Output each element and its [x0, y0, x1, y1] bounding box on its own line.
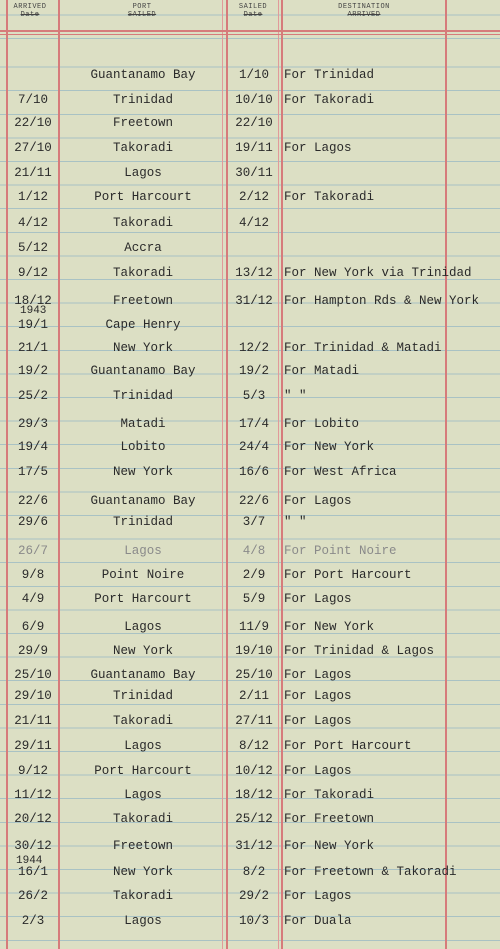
header-port-struck: SAILED — [127, 11, 157, 19]
arrived-date: 21/1 — [17, 341, 48, 355]
destination-text: For New York — [284, 620, 375, 634]
table-row — [0, 112, 500, 134]
header-rule — [0, 30, 500, 32]
arrived-date: 22/10 — [14, 116, 52, 130]
header-port — [60, 3, 224, 19]
header-sailed-struck: Date — [243, 11, 263, 19]
sailed-date: 19/11 — [235, 141, 273, 155]
sailed-date: 16/6 — [238, 465, 269, 479]
sailed-date: 2/9 — [242, 568, 266, 582]
port-name: New York — [112, 341, 173, 355]
destination-text: For Lagos — [284, 494, 352, 508]
arrived-date: 16/1 — [17, 865, 48, 879]
destination-text: For Freetown & Takoradi — [284, 865, 457, 879]
table-row — [0, 588, 500, 610]
sailed-date: 30/11 — [235, 166, 273, 180]
port-name: Guantanamo Bay — [90, 68, 196, 82]
sailed-date: 19/10 — [235, 644, 273, 658]
destination-text: For Trinidad & Matadi — [284, 341, 442, 355]
sailed-date: 22/6 — [238, 494, 269, 508]
arrived-date: 17/5 — [17, 465, 48, 479]
sailed-date: 25/12 — [235, 812, 273, 826]
table-row — [0, 64, 500, 86]
sailed-date: 25/10 — [235, 668, 273, 682]
port-name: Lagos — [124, 739, 162, 753]
sailed-date: 31/12 — [235, 294, 273, 308]
arrived-date: 27/10 — [14, 141, 52, 155]
table-row — [0, 162, 500, 184]
arrived-date: 7/10 — [17, 93, 48, 107]
table-row — [0, 436, 500, 458]
port-name: Guantanamo Bay — [90, 364, 196, 378]
port-name: Cape Henry — [105, 318, 181, 332]
destination-text: For Lagos — [284, 714, 352, 728]
table-row — [0, 540, 500, 562]
destination-text: For Lagos — [284, 592, 352, 606]
table-row — [0, 490, 500, 512]
port-name: Trinidad — [112, 689, 173, 703]
sailed-date: 5/9 — [242, 592, 266, 606]
table-row — [0, 564, 500, 586]
arrived-date: 9/12 — [17, 764, 48, 778]
destination-text: For Hampton Rds & New York — [284, 294, 480, 308]
table-row — [0, 290, 500, 312]
port-name: Lagos — [124, 914, 162, 928]
port-name: Takoradi — [112, 889, 173, 903]
table-row — [0, 861, 500, 883]
port-name: Lagos — [124, 166, 162, 180]
port-name: Matadi — [120, 417, 166, 431]
arrived-date: 29/9 — [17, 644, 48, 658]
port-name: Trinidad — [112, 389, 173, 403]
table-row — [0, 262, 500, 284]
arrived-date: 18/12 — [14, 294, 52, 308]
header-port-label: PORT — [132, 3, 152, 11]
year-1943: 1943 — [20, 305, 47, 317]
header-arrived-label: ARRIVED — [13, 3, 47, 11]
sailed-date: 1/10 — [238, 68, 269, 82]
destination-text: For Trinidad — [284, 68, 375, 82]
port-name: Accra — [124, 241, 162, 255]
table-row — [0, 760, 500, 782]
table-row — [0, 808, 500, 830]
port-name: Takoradi — [112, 141, 173, 155]
table-row — [0, 314, 500, 336]
sailed-date: 5/3 — [242, 389, 266, 403]
header-destination-label: DESTINATION — [338, 3, 390, 11]
header-sailed — [228, 3, 278, 19]
destination-text: For Point Noire — [284, 544, 397, 558]
destination-text: For Takoradi — [284, 190, 375, 204]
arrived-date: 30/12 — [14, 839, 52, 853]
sailed-date: 27/11 — [235, 714, 273, 728]
header-rule-lower — [0, 34, 500, 35]
arrived-date: 19/4 — [17, 440, 48, 454]
port-name: Lobito — [120, 440, 166, 454]
sailed-date: 29/2 — [238, 889, 269, 903]
port-name: New York — [112, 644, 173, 658]
destination-text: For Lagos — [284, 689, 352, 703]
port-name: Freetown — [112, 294, 173, 308]
sailed-date: 19/2 — [238, 364, 269, 378]
header-sailed-label: SAILED — [238, 3, 268, 11]
port-name: New York — [112, 465, 173, 479]
destination-text: For Matadi — [284, 364, 360, 378]
table-row — [0, 835, 500, 857]
table-row — [0, 413, 500, 435]
arrived-date: 29/6 — [17, 515, 48, 529]
port-name: Takoradi — [112, 266, 173, 280]
destination-text: " " — [284, 515, 307, 529]
year-1944: 1944 — [16, 855, 43, 867]
port-name: Point Noire — [101, 568, 185, 582]
table-row — [0, 186, 500, 208]
table-row — [0, 461, 500, 483]
arrived-date: 4/12 — [17, 216, 48, 230]
table-row — [0, 237, 500, 259]
destination-text: For New York via Trinidad — [284, 266, 472, 280]
sailed-date: 2/11 — [238, 689, 269, 703]
destination-text: For Duala — [284, 914, 352, 928]
arrived-date: 1/12 — [17, 190, 48, 204]
port-name: Guantanamo Bay — [90, 494, 196, 508]
destination-text: For Lagos — [284, 668, 352, 682]
header-destination-struck: ARRIVED — [347, 11, 381, 19]
destination-text: For Trinidad & Lagos — [284, 644, 435, 658]
sailed-date: 17/4 — [238, 417, 269, 431]
arrived-date: 6/9 — [21, 620, 45, 634]
table-row — [0, 735, 500, 757]
table-row — [0, 640, 500, 662]
destination-text: For New York — [284, 839, 375, 853]
arrived-date: 21/11 — [14, 166, 52, 180]
port-name: Lagos — [124, 544, 162, 558]
port-name: Takoradi — [112, 714, 173, 728]
table-row — [0, 685, 500, 707]
destination-text: For Lagos — [284, 764, 352, 778]
arrived-date: 4/9 — [21, 592, 45, 606]
sailed-date: 3/7 — [242, 515, 266, 529]
destination-text: " " — [284, 389, 307, 403]
destination-text: For Lagos — [284, 889, 352, 903]
port-name: Takoradi — [112, 812, 173, 826]
arrived-date: 2/3 — [21, 914, 45, 928]
table-row — [0, 137, 500, 159]
port-name: Lagos — [124, 620, 162, 634]
sailed-date: 31/12 — [235, 839, 273, 853]
arrived-date: 21/11 — [14, 714, 52, 728]
arrived-date: 19/2 — [17, 364, 48, 378]
destination-text: For Lagos — [284, 141, 352, 155]
header-arrived — [4, 3, 56, 19]
destination-text: For Takoradi — [284, 93, 375, 107]
sailed-date: 4/12 — [238, 216, 269, 230]
arrived-date: 26/7 — [17, 544, 48, 558]
table-row — [0, 885, 500, 907]
table-row — [0, 511, 500, 533]
table-row — [0, 212, 500, 234]
destination-text: For Lobito — [284, 417, 360, 431]
table-row — [0, 616, 500, 638]
sailed-date: 18/12 — [235, 788, 273, 802]
arrived-date: 9/12 — [17, 266, 48, 280]
table-row — [0, 337, 500, 359]
sailed-date: 4/8 — [242, 544, 266, 558]
arrived-date: 29/3 — [17, 417, 48, 431]
sailed-date: 2/12 — [238, 190, 269, 204]
table-row — [0, 710, 500, 732]
arrived-date: 22/6 — [17, 494, 48, 508]
sailed-date: 11/9 — [238, 620, 269, 634]
sailed-date: 10/10 — [235, 93, 273, 107]
sailed-date: 13/12 — [235, 266, 273, 280]
port-name: Trinidad — [112, 93, 173, 107]
arrived-date: 26/2 — [17, 889, 48, 903]
port-name: Freetown — [112, 116, 173, 130]
sailed-date: 12/2 — [238, 341, 269, 355]
arrived-date: 29/10 — [14, 689, 52, 703]
table-row — [0, 89, 500, 111]
header-destination — [284, 3, 444, 19]
sailed-date: 22/10 — [235, 116, 273, 130]
port-name: Takoradi — [112, 216, 173, 230]
table-row — [0, 360, 500, 382]
arrived-date: 5/12 — [17, 241, 48, 255]
destination-text: For Port Harcourt — [284, 568, 412, 582]
destination-text: For West Africa — [284, 465, 397, 479]
header-arrived-struck: Date — [20, 11, 40, 19]
port-name: Port Harcourt — [94, 764, 192, 778]
destination-text: For Takoradi — [284, 788, 375, 802]
port-name: Freetown — [112, 839, 173, 853]
table-row — [0, 664, 500, 686]
table-row — [0, 784, 500, 806]
sailed-date: 8/12 — [238, 739, 269, 753]
arrived-date: 29/11 — [14, 739, 52, 753]
sailed-date: 10/3 — [238, 914, 269, 928]
destination-text: For New York — [284, 440, 375, 454]
port-name: New York — [112, 865, 173, 879]
arrived-date: 11/12 — [14, 788, 52, 802]
destination-text: For Port Harcourt — [284, 739, 412, 753]
arrived-date: 9/8 — [21, 568, 45, 582]
sailed-date: 8/2 — [242, 865, 266, 879]
arrived-date: 25/10 — [14, 668, 52, 682]
table-row — [0, 910, 500, 932]
port-name: Guantanamo Bay — [90, 668, 196, 682]
port-name: Port Harcourt — [94, 190, 192, 204]
sailed-date: 24/4 — [238, 440, 269, 454]
sailed-date: 10/12 — [235, 764, 273, 778]
port-name: Trinidad — [112, 515, 173, 529]
arrived-date: 25/2 — [17, 389, 48, 403]
arrived-date: 20/12 — [14, 812, 52, 826]
arrived-date: 19/1 — [17, 318, 48, 332]
table-row — [0, 385, 500, 407]
destination-text: For Freetown — [284, 812, 375, 826]
port-name: Port Harcourt — [94, 592, 192, 606]
port-name: Lagos — [124, 788, 162, 802]
